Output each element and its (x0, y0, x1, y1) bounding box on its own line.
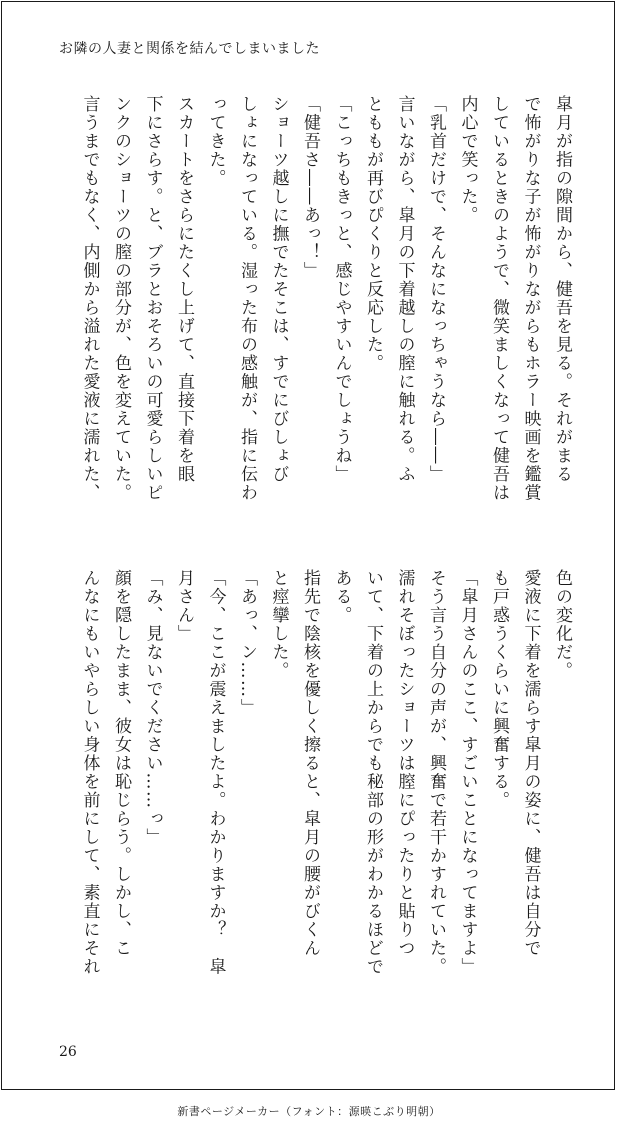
text-column: 言うまでもなく、内側から溢れた愛液に濡れた、 (79, 95, 100, 502)
text-column: そう言う自分の声が、興奮で若干かすれていた。 (426, 569, 446, 976)
footer-credit: 新書ページメーカー（フォント：源暎こぶり明朝） (177, 1105, 441, 1118)
text-column: 愛液に下着を濡らす皐月の姿に、健吾は自分で (520, 569, 541, 958)
text-column: 言いながら、皐月の下着越しの膣に触れる。ふ (394, 95, 415, 484)
text-column: 下にさらす。と、ブラとおそろいの可愛らしいピ (142, 95, 163, 502)
text-column: 皐月が指の隙間から、健吾を見る。それがまる (552, 95, 572, 484)
text-column: 色の変化だ。 (552, 569, 572, 680)
text-column: 顔を隠したまま、彼女は恥じらう。しかし、こ (111, 569, 131, 958)
page-frame (1, 1, 615, 1090)
text-column: いて、下着の上からでも秘部の形がわかるほどで (363, 569, 383, 976)
text-column: ある。 (331, 569, 352, 625)
lower-text-block (42, 569, 577, 992)
text-column: 「皐月さんのここ、すごいことになってますよ」 (457, 569, 478, 976)
text-column: 「健吾さ――あっ！」 (300, 95, 320, 280)
text-column: 指先で陰核を優しく擦ると、皐月の腰がびくん (300, 569, 320, 958)
text-column: 濡れそぼったショーツは膣にぴったりと貼りつ (394, 569, 415, 958)
running-header: お隣の人妻と関係を結んでしまいました (59, 41, 320, 57)
upper-text-block (42, 95, 577, 530)
text-column: で怖がりな子が怖がりながらもホラー映画を鑑賞 (520, 95, 541, 502)
page-number: 26 (59, 1044, 77, 1060)
text-column: ショーツ越しに撫でたそこは、すでにびしょび (268, 95, 289, 484)
text-column: 「今、ここが震えましたよ。わかりますか？ 皐 (205, 569, 226, 976)
text-column: 「み、見ないでください……っ」 (142, 569, 163, 847)
text-column: 「こっちもきっと、感じやすいんでしょうね」 (331, 95, 352, 484)
text-column: も戸惑うくらいに興奮する。 (489, 569, 509, 810)
text-column: ンクのショーツの膣の部分が、色を変えていた。 (111, 95, 131, 502)
text-column: んなにもいやらしい身体を前にして、素直にそれ (79, 569, 100, 976)
text-column: 内心で笑った。 (457, 95, 478, 225)
text-column: しているときのようで、微笑ましくなって健吾は (489, 95, 509, 502)
text-column: とももが再びぴくりと反応した。 (363, 95, 383, 373)
text-column: しょになっている。湿った布の感触が、指に伝わ (237, 95, 257, 502)
text-column: 「あっ、ン……」 (237, 569, 257, 717)
text-column: と痙攣した。 (268, 569, 289, 680)
text-column: ってきた。 (205, 95, 226, 188)
text-column: 月さん」 (174, 569, 194, 643)
text-column: スカートをさらにたくし上げて、直接下着を眼 (174, 95, 194, 484)
text-column: 「乳首だけで、そんなになっちゃうなら――」 (426, 95, 446, 484)
